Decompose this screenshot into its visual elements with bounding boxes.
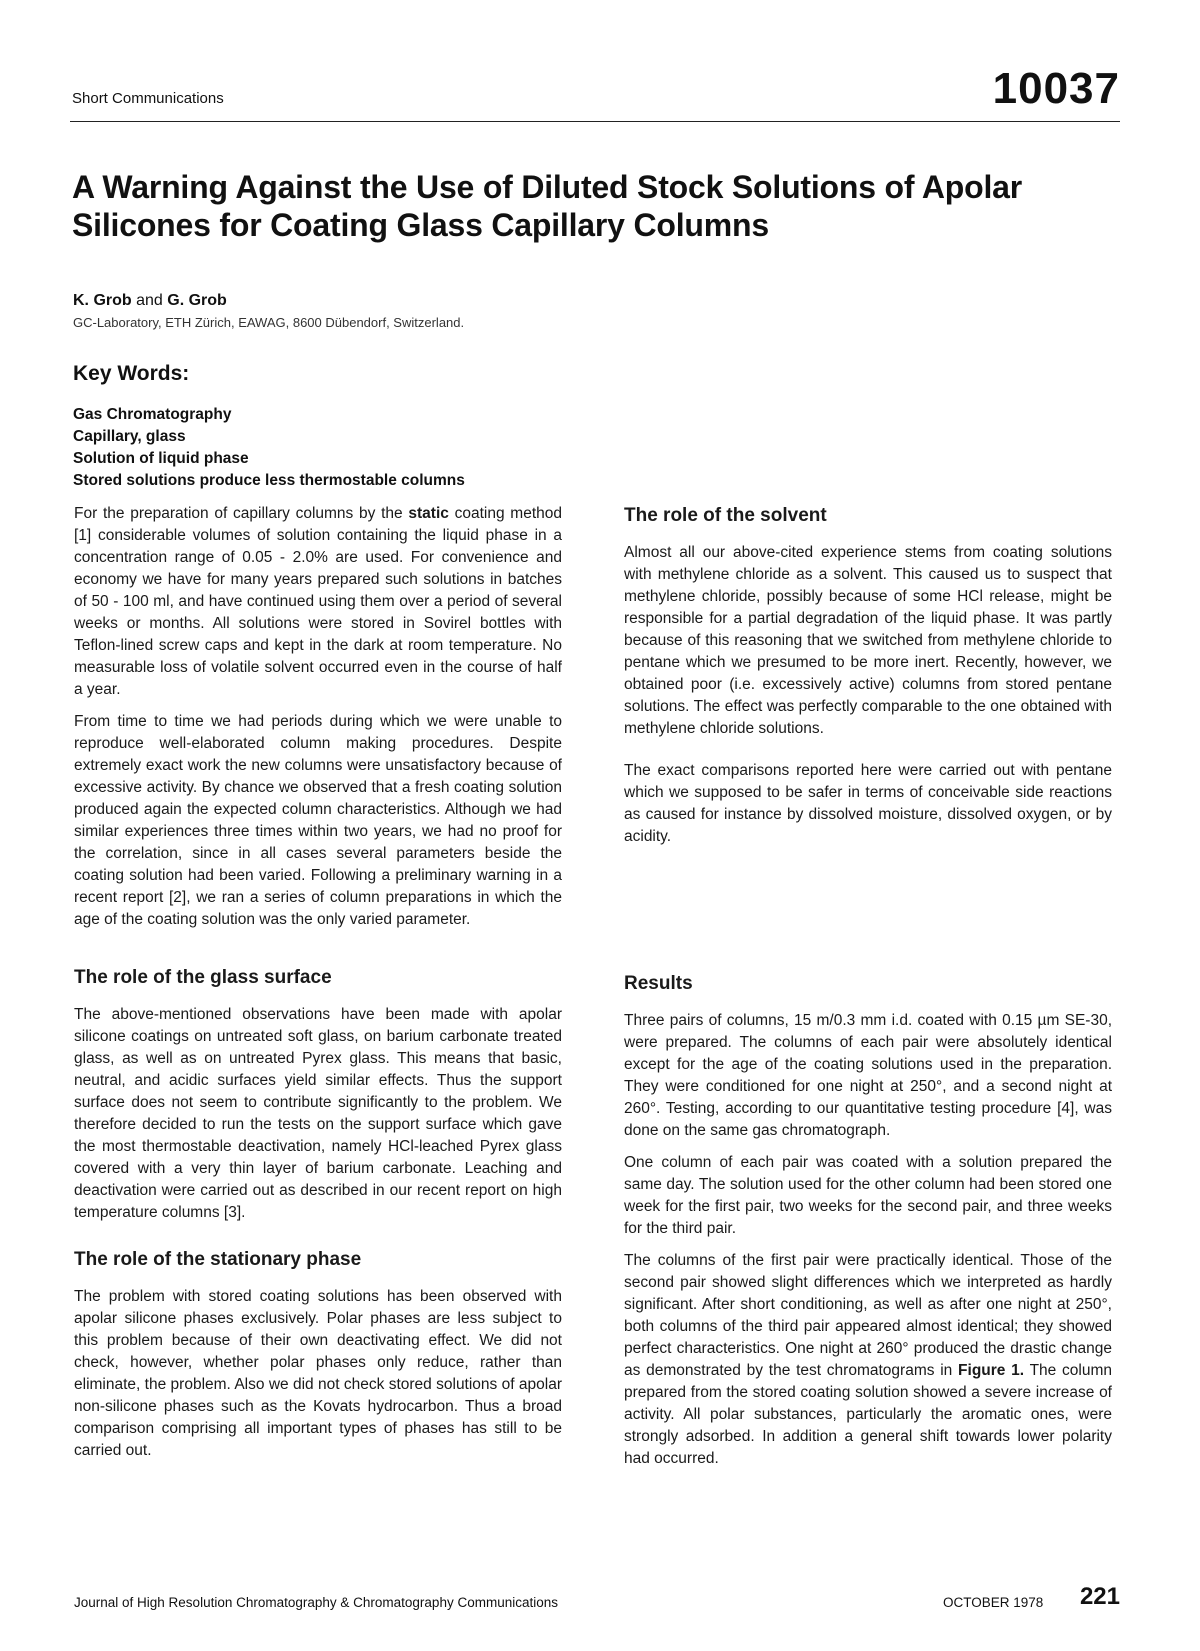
- keyword-item: Stored solutions produce less thermostable columns: [73, 472, 465, 489]
- left-column-intro: [74, 503, 562, 941]
- bold-static: static: [408, 505, 449, 522]
- page-number: 221: [1079, 1583, 1120, 1610]
- stationary-phase-heading: The role of the stationary phase: [74, 1249, 362, 1270]
- solvent-paragraph-1: Almost all our above-cited experience stems from coating solutions with methylene chloride as a solvent. This caused us to suspect that methylene chloride, possibly because of some HCl release, might be responsible for a partial degradation of the liquid phase. It was partly because of this reasoning that we switched from methylene chloride to pentane which we presumed to be more inert. Recently, however, we obtained poor (i.e. excessively active) columns from stored pentane solutions. The effect was perfectly comparable to the one obtained with methylene chloride solutions.: [624, 544, 1112, 737]
- footer-journal-name: Journal of High Resolution Chromatography & Chromatography Communications: [74, 1595, 558, 1610]
- keyword-item: Gas Chromatography: [73, 406, 232, 423]
- footer-date: OCTOBER 1978: [943, 1595, 1044, 1610]
- stationary-phase-paragraph: The problem with stored coating solutions has been observed with apolar silicone phases exclusively. Polar phases are less subject to this problem because of their own deactivating effect. We did not check, however, whether polar phases only reduce, rather than eliminate, the problem. Also we did not check stored solutions of apolar non-silicone phases such as the Kovats hydrocarbon. Thus a broad comparison comprising all important types of phases has still to be carried out.: [74, 1288, 562, 1459]
- glass-surface-heading: The role of the glass surface: [74, 967, 332, 988]
- author-line: [73, 292, 227, 310]
- header-rule: [70, 121, 1120, 122]
- right-column-results: [624, 972, 1112, 1480]
- results-paragraph-3: The columns of the first pair were practically identical. Those of the second pair showed slight differences which we interpreted as hardly significant. After short conditioning, as well as after one night at 250°, both columns of the third pair appeared almost identical; they showed perfect characteristics. One night at 260° produced the drastic change as demonstrated by the test chromatograms in Figure 1. The column prepared from the stored coating solution showed a severe increase of activity. All polar substances, particularly the aromatic ones, were strongly adsorbed. In addition a general shift towards lower polarity had occurred.: [624, 1252, 1112, 1467]
- solvent-heading: The role of the solvent: [624, 505, 827, 526]
- intro-paragraph-1: For the preparation of capillary columns by the static coating method [1] considerable volumes of solution containing the liquid phase in a concentration range of 0.05 - 2.0% are used. For convenience and economy we have for many years prepared such solutions in batches of 50 - 100 ml, and have continued using them over a period of several weeks or months. All solutions were stored in Sovirel bottles with Teflon-lined screw caps and kept in the dark at room temperature. No measurable loss of volatile solvent occurred even in the course of half a year.: [74, 505, 563, 698]
- author-conjunction: and: [131, 292, 168, 309]
- keywords-heading: Key Words:: [73, 362, 190, 385]
- results-heading: Results: [624, 973, 693, 994]
- author-2: G. Grob: [167, 292, 227, 309]
- article-number: 10037: [992, 64, 1120, 113]
- results-paragraph-1: Three pairs of columns, 15 m/0.3 mm i.d. coated with 0.15 µm SE-30, were prepared. The columns of each pair were absolutely identical except for the age of the coating solutions used in the preparation. They were conditioned for one night at 250°, and a second night at 260°. Testing, according to our quantitative testing procedure [4], was done on the same gas chromatograph.: [624, 1012, 1112, 1139]
- glass-surface-paragraph: The above-mentioned observations have been made with apolar silicone coatings on untreated soft glass, on barium carbonate treated glass, as well as on untreated Pyrex glass. This means that basic, neutral, and acidic surfaces yield similar effects. Thus the support surface does not seem to contribute significantly to the problem. We therefore decided to run the tests on the support surface which gave the most thermostable deactivation, namely HCl-leached Pyrex glass covered with a very thin layer of barium carbonate. Leaching and deactivation were carried out as described in our recent report on high temperature columns [3].: [74, 1006, 562, 1221]
- solvent-paragraph-2: The exact comparisons reported here were carried out with pentane which we supposed to be safer in terms of conceivable side reactions as caused for instance by dissolved moisture, dissolved oxygen, or by acidity.: [624, 762, 1112, 845]
- keyword-item: Capillary, glass: [73, 428, 186, 445]
- results-paragraph-2: One column of each pair was coated with a solution prepared the same day. The solution used for the other column had been stored one week for the first pair, two weeks for the second pair, and three weeks for the third pair.: [624, 1154, 1112, 1237]
- intro-paragraph-2: From time to time we had periods during which we were unable to reproduce well-elaborated column making procedures. Despite extremely exact work the new columns were unsatisfactory because of excessive activity. By chance we observed that a fresh coating solution produced again the expected column characteristics. Although we had similar experiences three times within two years, we had no proof for the correlation, since in all cases several parameters beside the coating solution had been varied. Following a preliminary warning in a recent report [2], we ran a series of column preparations in which the age of the coating solution was the only varied parameter.: [74, 713, 562, 928]
- article-title: A Warning Against the Use of Diluted Stock Solutions of Apolar Silicones for Coating Glass Capillary Columns: [72, 169, 1022, 243]
- author-1: K. Grob: [73, 292, 132, 309]
- figure-reference: Figure 1.: [958, 1362, 1025, 1379]
- section-label: Short Communications: [72, 90, 224, 107]
- keyword-item: Solution of liquid phase: [73, 450, 249, 467]
- left-column-sections: [74, 966, 562, 1472]
- keywords-list: [73, 404, 465, 492]
- right-column-solvent: [624, 504, 1112, 858]
- affiliation: GC-Laboratory, ETH Zürich, EAWAG, 8600 Dübendorf, Switzerland.: [73, 315, 465, 330]
